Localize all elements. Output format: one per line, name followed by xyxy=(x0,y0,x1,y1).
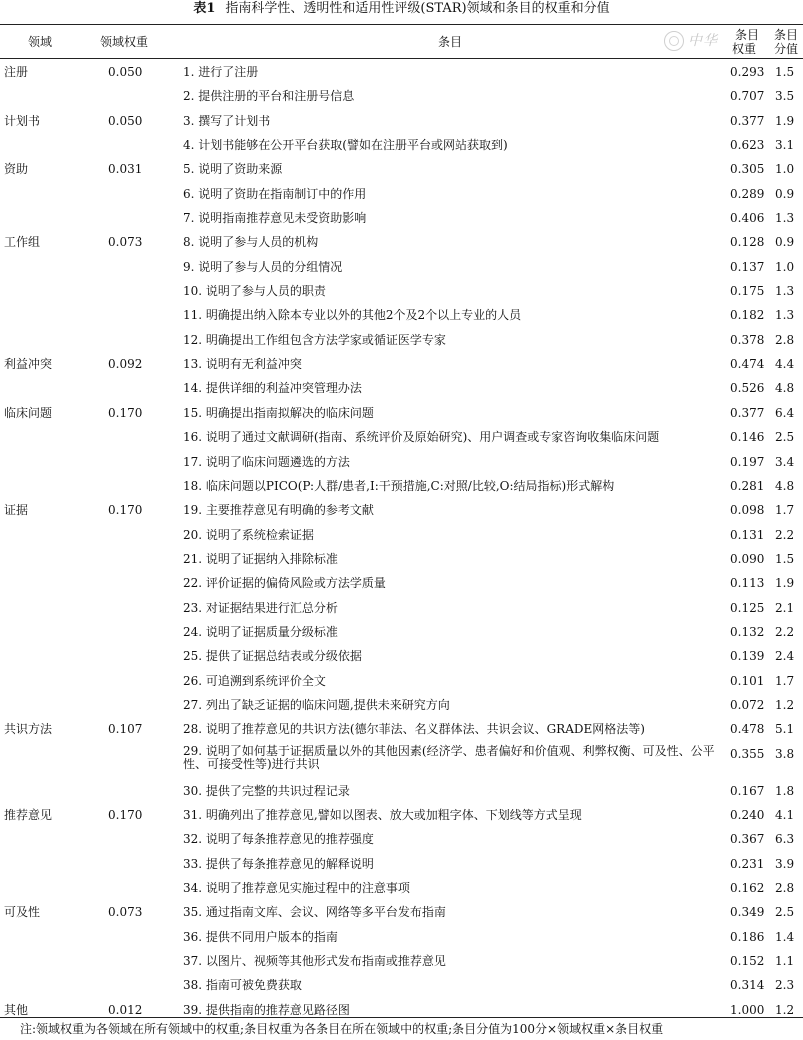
domain-cell: 资助 xyxy=(4,162,29,177)
score-cell: 6.3 xyxy=(775,832,795,847)
domain-cell: 可及性 xyxy=(4,905,41,920)
domain-weight-cell: 0.170 xyxy=(108,807,143,822)
table-row xyxy=(0,182,803,206)
item-cell: 6. 说明了资助在指南制订中的作用 xyxy=(183,186,367,201)
header-item: 条目 xyxy=(438,35,463,49)
bottom-rule xyxy=(0,1017,803,1018)
domain-cell: 临床问题 xyxy=(4,405,53,420)
item-cell: 34. 说明了推荐意见实施过程中的注意事项 xyxy=(183,881,410,895)
table-row xyxy=(0,669,803,693)
score-cell: 2.4 xyxy=(775,649,795,664)
table-row xyxy=(0,742,803,779)
journal-watermark xyxy=(664,30,734,52)
score-cell: 1.3 xyxy=(775,308,795,323)
item-cell: 37. 以图片、视频等其他形式发布指南或推荐意见 xyxy=(183,954,446,969)
item-cell: 12. 明确提出工作组包含方法学家或循证医学专家 xyxy=(183,332,446,347)
score-cell: 1.4 xyxy=(775,929,795,944)
table-row xyxy=(0,644,803,668)
watermark-text: 中华 xyxy=(688,33,718,49)
table-row xyxy=(0,803,803,827)
item-weight-cell: 0.098 xyxy=(730,503,765,518)
item-weight-cell: 0.132 xyxy=(730,624,765,639)
table-row xyxy=(0,474,803,498)
table-row xyxy=(0,547,803,571)
item-weight-cell: 0.378 xyxy=(730,332,765,347)
item-weight-cell: 1.000 xyxy=(730,1002,765,1017)
score-cell: 2.2 xyxy=(775,624,795,639)
item-weight-cell: 0.197 xyxy=(730,454,765,469)
item-weight-cell: 0.131 xyxy=(730,527,765,542)
item-cell: 18. 临床问题以PICO(P:人群/患者,I:干预措施,C:对照/比较,O:结局指标)形式解构 xyxy=(183,478,615,493)
item-weight-cell: 0.377 xyxy=(730,405,765,420)
score-cell: 3.5 xyxy=(775,89,795,104)
item-cell: 10. 说明了参与人员的职责 xyxy=(183,284,326,299)
score-cell: 1.7 xyxy=(775,673,795,688)
item-cell: 14. 提供详细的利益冲突管理办法 xyxy=(183,381,362,396)
table-note: 注:领域权重为各领域在所有领域中的权重;条目权重为各条目在所在领域中的权重;条目分值为100分×领域权重×条目权重 xyxy=(20,1022,664,1036)
item-weight-cell: 0.125 xyxy=(730,600,765,615)
item-cell: 29. 说明了如何基于证据质量以外的其他因素(经济学、患者偏好和价值观、利弊权衡、可及性、公平性、可接受性等)进行共识 xyxy=(183,743,715,771)
table-row xyxy=(0,84,803,108)
score-cell: 1.8 xyxy=(775,783,795,798)
score-cell: 4.8 xyxy=(775,478,795,493)
domain-cell: 注册 xyxy=(4,65,29,79)
score-cell: 1.9 xyxy=(775,576,795,591)
score-cell: 1.5 xyxy=(775,551,795,566)
table-row xyxy=(0,852,803,876)
item-weight-cell: 0.146 xyxy=(730,430,765,445)
top-rule xyxy=(0,24,803,25)
table-row xyxy=(0,303,803,327)
score-cell: 2.1 xyxy=(775,600,795,615)
score-cell: 1.5 xyxy=(775,65,795,79)
score-cell: 2.5 xyxy=(775,430,795,445)
header-domain-weight: 领域权重 xyxy=(100,35,149,49)
score-cell: 2.8 xyxy=(775,881,795,895)
score-cell: 1.0 xyxy=(775,162,795,177)
table-row xyxy=(0,60,803,84)
item-cell: 21. 说明了证据纳入排除标准 xyxy=(183,551,338,566)
item-weight-cell: 0.128 xyxy=(730,235,765,250)
item-cell: 36. 提供不同用户版本的指南 xyxy=(183,929,338,944)
score-cell: 1.3 xyxy=(775,211,795,226)
score-cell: 4.4 xyxy=(775,357,795,372)
domain-weight-cell: 0.050 xyxy=(108,113,143,128)
table-row xyxy=(0,779,803,803)
item-cell: 2. 提供注册的平台和注册号信息 xyxy=(183,89,355,104)
item-weight-cell: 0.101 xyxy=(730,673,765,688)
item-cell: 33. 提供了每条推荐意见的解释说明 xyxy=(183,856,374,871)
item-weight-cell: 0.240 xyxy=(730,807,765,822)
score-cell: 0.9 xyxy=(775,186,795,201)
item-cell: 5. 说明了资助来源 xyxy=(183,162,283,177)
item-weight-cell: 0.478 xyxy=(730,722,765,737)
item-weight-cell: 0.152 xyxy=(730,954,765,969)
score-cell: 6.4 xyxy=(775,405,795,420)
domain-cell: 其他 xyxy=(4,1002,29,1017)
domain-weight-cell: 0.170 xyxy=(108,405,143,420)
item-cell: 38. 指南可被免费获取 xyxy=(183,978,302,993)
table-row xyxy=(0,900,803,924)
score-cell: 4.1 xyxy=(775,807,795,822)
header-score-line1: 条目 xyxy=(774,28,799,42)
table-row xyxy=(0,328,803,352)
journal-seal-icon xyxy=(664,31,684,51)
table-row xyxy=(0,827,803,851)
score-cell: 2.2 xyxy=(775,527,795,542)
item-weight-cell: 0.623 xyxy=(730,138,765,153)
item-cell: 4. 计划书能够在公开平台获取(譬如在注册平台或网站获取到) xyxy=(183,138,508,153)
item-cell: 15. 明确提出指南拟解决的临床问题 xyxy=(183,405,374,420)
table-row xyxy=(0,255,803,279)
item-cell: 30. 提供了完整的共识过程记录 xyxy=(183,783,350,798)
domain-weight-cell: 0.050 xyxy=(108,65,143,79)
table-row xyxy=(0,596,803,620)
score-cell: 1.2 xyxy=(775,697,795,712)
score-cell: 1.1 xyxy=(775,954,795,969)
item-cell: 11. 明确提出纳入除本专业以外的其他2个及2个以上专业的人员 xyxy=(183,308,522,323)
domain-cell: 工作组 xyxy=(4,235,41,250)
table-body xyxy=(0,60,803,1022)
score-cell: 3.1 xyxy=(775,138,795,153)
domain-weight-cell: 0.092 xyxy=(108,357,143,372)
item-cell: 1. 进行了注册 xyxy=(183,65,259,79)
score-cell: 3.8 xyxy=(775,746,795,761)
item-weight-cell: 0.474 xyxy=(730,357,765,372)
header-score-line2: 分值 xyxy=(774,42,799,56)
item-weight-cell: 0.289 xyxy=(730,186,765,201)
table-row xyxy=(0,523,803,547)
item-weight-cell: 0.072 xyxy=(730,697,765,712)
table-row xyxy=(0,717,803,741)
table-row xyxy=(0,376,803,400)
table-row xyxy=(0,352,803,376)
table-row xyxy=(0,109,803,133)
table-row xyxy=(0,230,803,254)
table-row xyxy=(0,498,803,522)
item-weight-cell: 0.526 xyxy=(730,381,765,396)
score-cell: 1.2 xyxy=(775,1002,795,1017)
item-weight-cell: 0.281 xyxy=(730,478,765,493)
item-weight-cell: 0.349 xyxy=(730,905,765,920)
item-cell: 31. 明确列出了推荐意见,譬如以图表、放大或加粗字体、下划线等方式呈现 xyxy=(183,807,582,822)
domain-weight-cell: 0.170 xyxy=(108,503,143,518)
item-cell: 28. 说明了推荐意见的共识方法(德尔菲法、名义群体法、共识会议、GRADE网格法等) xyxy=(183,722,645,737)
item-cell: 9. 说明了参与人员的分组情况 xyxy=(183,259,343,274)
table-row xyxy=(0,693,803,717)
domain-weight-cell: 0.107 xyxy=(108,722,143,737)
item-weight-cell: 0.162 xyxy=(730,881,765,895)
item-weight-cell: 0.355 xyxy=(730,746,765,761)
table-row xyxy=(0,206,803,230)
item-cell: 20. 说明了系统检索证据 xyxy=(183,527,314,542)
item-weight-cell: 0.167 xyxy=(730,783,765,798)
table-row xyxy=(0,450,803,474)
score-cell: 1.9 xyxy=(775,113,795,128)
domain-cell: 证据 xyxy=(4,503,29,518)
table-row xyxy=(0,998,803,1022)
domain-cell: 计划书 xyxy=(4,113,41,128)
domain-weight-cell: 0.012 xyxy=(108,1002,143,1017)
item-weight-cell: 0.293 xyxy=(730,65,765,79)
table-row xyxy=(0,401,803,425)
table-row xyxy=(0,973,803,997)
item-weight-cell: 0.305 xyxy=(730,162,765,177)
item-weight-cell: 0.314 xyxy=(730,978,765,993)
table-row xyxy=(0,571,803,595)
score-cell: 3.9 xyxy=(775,856,795,871)
table-row xyxy=(0,425,803,449)
table-row xyxy=(0,620,803,644)
table-title: 指南科学性、透明性和适用性评级(STAR)领域和条目的权重和分值 xyxy=(225,1,610,16)
table-label: 表1 xyxy=(193,1,216,16)
item-weight-cell: 0.113 xyxy=(730,576,765,591)
domain-cell: 利益冲突 xyxy=(4,357,53,372)
item-weight-cell: 0.406 xyxy=(730,211,765,226)
table-row xyxy=(0,279,803,303)
item-weight-cell: 0.186 xyxy=(730,929,765,944)
table-row xyxy=(0,133,803,157)
header-rule xyxy=(0,58,803,59)
item-weight-cell: 0.182 xyxy=(730,308,765,323)
table-row xyxy=(0,876,803,900)
header-item-weight-line1: 条目 xyxy=(735,28,760,42)
item-cell: 27. 列出了缺乏证据的临床问题,提供未来研究方向 xyxy=(183,697,450,712)
item-cell: 26. 可追溯到系统评价全文 xyxy=(183,673,326,688)
item-cell: 23. 对证据结果进行汇总分析 xyxy=(183,600,338,615)
table-row xyxy=(0,157,803,181)
item-weight-cell: 0.137 xyxy=(730,259,765,274)
domain-cell: 共识方法 xyxy=(4,722,53,737)
header-domain: 领域 xyxy=(28,35,53,49)
domain-weight-cell: 0.031 xyxy=(108,162,143,177)
item-weight-cell: 0.231 xyxy=(730,856,765,871)
item-weight-cell: 0.707 xyxy=(730,89,765,104)
item-weight-cell: 0.090 xyxy=(730,551,765,566)
score-cell: 1.0 xyxy=(775,259,795,274)
score-cell: 3.4 xyxy=(775,454,795,469)
score-cell: 2.5 xyxy=(775,905,795,920)
score-cell: 4.8 xyxy=(775,381,795,396)
table-row xyxy=(0,925,803,949)
item-weight-cell: 0.367 xyxy=(730,832,765,847)
score-cell: 2.3 xyxy=(775,978,795,993)
item-cell: 16. 说明了通过文献调研(指南、系统评价及原始研究)、用户调查或专家咨询收集临床问题 xyxy=(183,430,660,445)
domain-cell: 推荐意见 xyxy=(4,807,53,822)
item-cell: 35. 通过指南文库、会议、网络等多平台发布指南 xyxy=(183,905,446,920)
item-weight-cell: 0.377 xyxy=(730,113,765,128)
score-cell: 2.8 xyxy=(775,332,795,347)
item-cell: 17. 说明了临床问题遴选的方法 xyxy=(183,454,350,469)
item-cell: 3. 撰写了计划书 xyxy=(183,113,271,128)
score-cell: 0.9 xyxy=(775,235,795,250)
item-cell: 13. 说明有无利益冲突 xyxy=(183,357,302,372)
item-cell: 39. 提供指南的推荐意见路径图 xyxy=(183,1002,350,1017)
item-weight-cell: 0.175 xyxy=(730,284,765,299)
table-caption xyxy=(0,0,803,18)
header-item-weight-line2: 权重 xyxy=(732,42,757,56)
item-cell: 8. 说明了参与人员的机构 xyxy=(183,235,319,250)
score-cell: 1.3 xyxy=(775,284,795,299)
score-cell: 5.1 xyxy=(775,722,795,737)
item-weight-cell: 0.139 xyxy=(730,649,765,664)
item-cell: 25. 提供了证据总结表或分级依据 xyxy=(183,649,362,664)
item-cell: 19. 主要推荐意见有明确的参考文献 xyxy=(183,503,374,518)
table-row xyxy=(0,949,803,973)
item-cell: 24. 说明了证据质量分级标准 xyxy=(183,624,338,639)
item-cell: 7. 说明指南推荐意见未受资助影响 xyxy=(183,211,367,226)
item-cell: 32. 说明了每条推荐意见的推荐强度 xyxy=(183,832,374,847)
domain-weight-cell: 0.073 xyxy=(108,905,143,920)
item-cell: 22. 评价证据的偏倚风险或方法学质量 xyxy=(183,576,386,591)
score-cell: 1.7 xyxy=(775,503,795,518)
domain-weight-cell: 0.073 xyxy=(108,235,143,250)
